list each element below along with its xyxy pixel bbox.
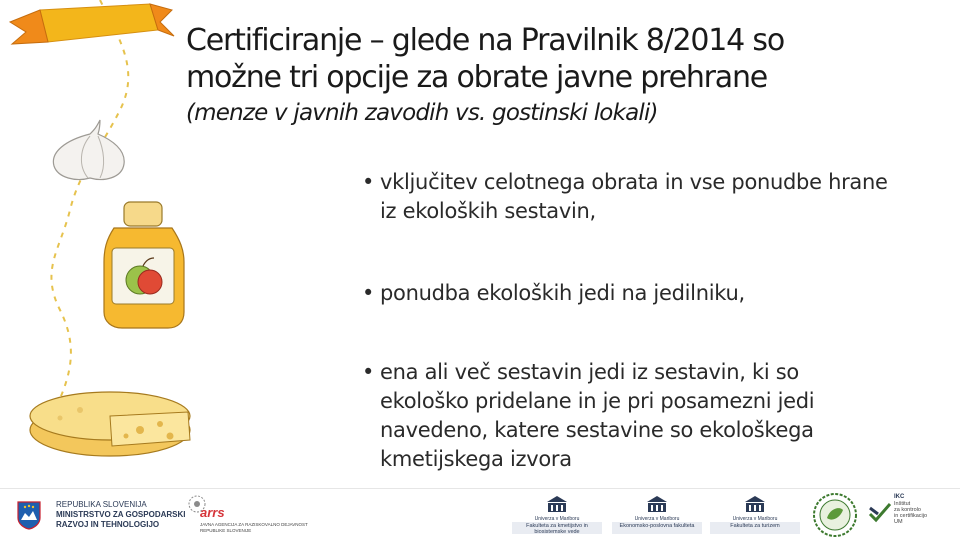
university-header: Univerza v Mariboru <box>732 516 778 522</box>
university-logo-3 <box>710 494 800 534</box>
arrs-caption: JAVNA AGENCIJA ZA RAZISKOVALNO DEJAVNOST <box>200 522 308 527</box>
bullet-item-1 <box>362 168 890 226</box>
arrs-caption-2: REPUBLIKE SLOVENIJE <box>200 528 252 533</box>
bullet-text: vključitev celotnega obrata in vse ponudbe hrane iz ekoloških sestavin, <box>380 170 888 223</box>
university-header: Univerza v Mariboru <box>534 516 580 522</box>
university-logo-2 <box>612 494 702 534</box>
garlic-icon <box>53 120 124 180</box>
university-caption: Ekonomsko-poslovna fakulteta <box>619 523 695 529</box>
slovenia-crest-icon <box>14 500 44 530</box>
bullet-marker: • <box>362 170 375 194</box>
university-caption: Fakulteta za kmetijstvo in biosistemske vede <box>526 523 588 535</box>
university-building-icon <box>743 494 767 514</box>
bullet-marker: • <box>362 281 375 305</box>
ikc-line-2: Inštitut <box>894 501 911 507</box>
title-line-1: Certificiranje – glede na Pravilnik 8/2014 so <box>186 23 784 58</box>
title-line-2: možne tri opcije za obrate javne prehrane <box>186 60 768 95</box>
university-logo-1 <box>512 494 602 534</box>
university-header: Univerza v Mariboru <box>634 516 680 522</box>
bullet-item-3 <box>362 358 890 474</box>
bullet-text: ponudba ekoloških jedi na jedilniku, <box>380 281 745 305</box>
dashed-string <box>50 0 128 420</box>
university-caption: Fakulteta za turizem <box>730 523 780 529</box>
eco-seal-icon <box>812 492 858 538</box>
bullet-marker: • <box>362 360 375 384</box>
bullet-text: ena ali več sestavin jedi iz sestavin, ki so ekološko pridelane in je pri posamezni jedi navedeno, katere sestavine so ekološkega kmetijskega izvora <box>380 360 815 471</box>
title-subtitle: (menze v javnih zavodih vs. gostinski lokali) <box>186 100 658 126</box>
ikc-line-3: za kontrolo <box>894 507 921 513</box>
university-building-icon <box>545 494 569 514</box>
ikc-line-4: in certifikacijo <box>894 513 928 519</box>
juice-jar-icon <box>104 202 184 328</box>
ministry-line-3: RAZVOJ IN TEHNOLOGIJO <box>56 520 160 529</box>
ikc-line-5: UM <box>894 519 903 525</box>
ministry-line-1: REPUBLIKA SLOVENIJA <box>56 500 147 509</box>
ministry-line-2: MINISTRSTVO ZA GOSPODARSKI <box>56 510 186 519</box>
ikc-line-1: IKC <box>894 494 905 500</box>
ikc-logo-icon <box>868 500 892 524</box>
slide-title <box>186 22 946 128</box>
university-building-icon <box>645 494 669 514</box>
cheese-wheel-icon <box>30 392 190 456</box>
bullet-item-2 <box>362 279 890 308</box>
arrs-name: arrs <box>200 505 225 520</box>
ribbon-banner-icon <box>10 4 174 44</box>
